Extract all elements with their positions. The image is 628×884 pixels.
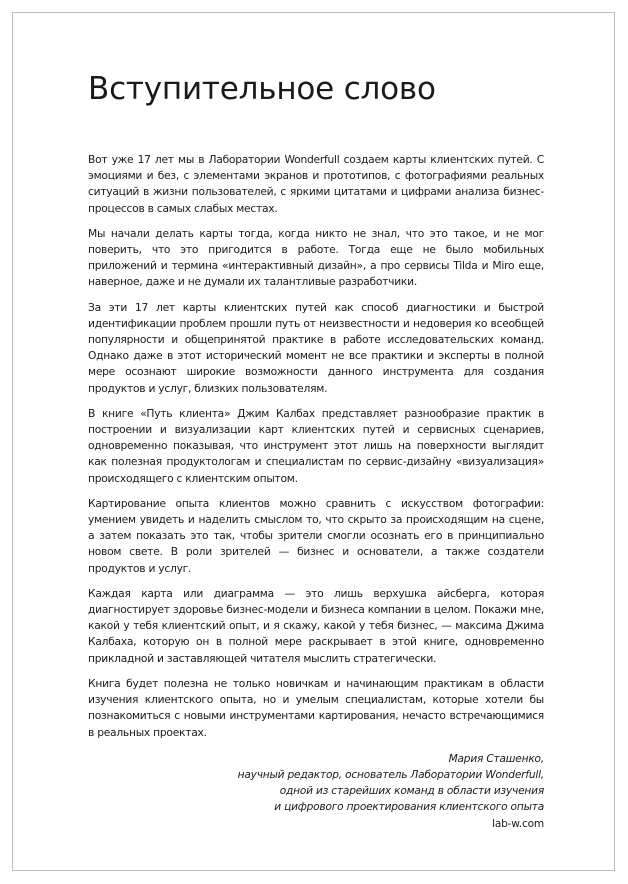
signature-name: Мария Сташенко, [448,752,544,765]
page-title: Вступительное слово [88,71,436,107]
paragraph-7: Книга будет полезна не только новичкам и начинающим практикам в области изучения клиентского опыта, но и умелым специалистам, которые хотели бы познакомиться с новыми инструментами картирования, нечасто встречающимися в реальных проектах. [88,676,544,739]
signature-block [88,751,544,832]
signature-line-2: одной из старейших команд в области изучения [279,785,544,798]
document-content [88,70,544,832]
paragraph-5: Картирование опыта клиентов можно сравнить с искусством фотографии: умением увидеть и наделить смыслом то, что скрыто за происходящим на сцене, а затем показать это так, чтобы зрители смогли осознать его в принципиально новом свете. В роли зрителей — бизнес и основатели, а также создатели продуктов и услуг. [88,496,544,575]
signature-line-1: научный редактор, основатель Лаборатории Wonderfull, [237,768,544,781]
paragraph-1: Вот уже 17 лет мы в Лаборатории Wonderfull создаем карты клиентских путей. С эмоциями и без, с элементами экранов и прототипов, с фотографиями реальных ситуаций в жизни пользователей, с яркими цитатами и цифрами анализа бизнес-процессов в самых слабых местах. [88,153,544,215]
paragraph-4: В книге «Путь клиента» Джим Калбах представляет разнообразие практик в построении и визуализации карт клиентских путей и сервисных сценариев, одновременно показывая, что инструмент этот лишь на поверхности выглядит как полезная продуктологам и специалистам по сервис-дизайну «визуализация» происходящего с клиентским опытом. [88,406,544,485]
paragraph-2: Мы начали делать карты тогда, когда никто не знал, что это такое, и не мог поверить, что это пригодится в работе. Тогда еще не было мобильных приложений и термина «интерактивный дизайн», а про сервисы Tilda и Miro еще, наверное, даже и не думали их талантливые разработчики. [88,226,544,289]
signature-website: lab-w.com [492,817,544,830]
paragraph-3: За эти 17 лет карты клиентских путей как способ диагностики и быстрой идентификации проблем прошли путь от неизвестности и недоверия ко всеобщей популярности и общепринятой практике в работе исследовательских команд. Однако даже в этот исторический момент не все практики и эксперты в полной мере осознают широкие возможности данного инструмента для создания продуктов и услуг, близких пользователям. [88,300,544,395]
signature-line-3: и цифрового проектирования клиентского опыта [274,801,544,814]
paragraph-6: Каждая карта или диаграмма — это лишь верхушка айсберга, которая диагностирует здоровье бизнес-модели и бизнеса компании в целом. Покажи мне, какой у тебя клиентский опыт, и я скажу, какой у тебя бизнес, — максима Джима Калбаха, которую он в полной мере раскрывает в этой книге, одновременно прикладной и заставляющей читателя мыслить стратегически. [88,586,544,665]
